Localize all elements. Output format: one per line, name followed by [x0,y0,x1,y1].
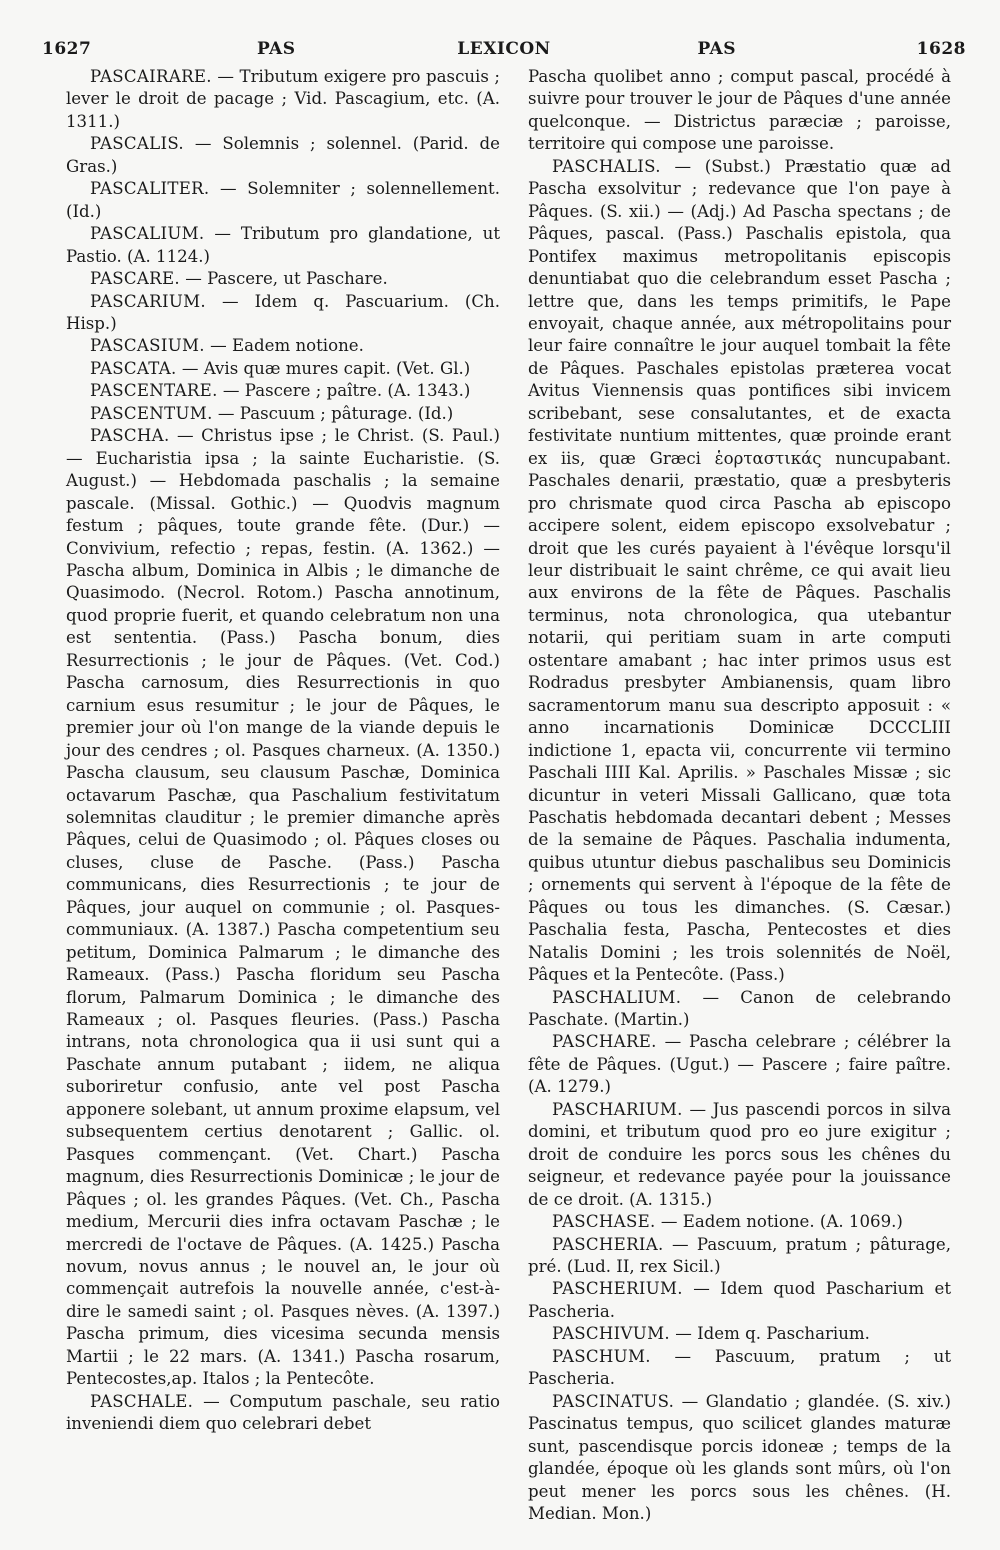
right-column [528,66,951,1525]
entry-headword: PASCALIUM. [90,224,205,244]
entry-body: — Pascuum ; pâturage. (Id.) [212,403,454,423]
entry-headword: PASCHERIA. [552,1234,664,1254]
running-title: LEXICON [457,39,551,59]
entry [528,1391,951,1526]
entry-body: — Pascha celebrare ; célébrer la fête de Pâques. (Ugut.) — Pascere ; faire paître. (A. 1279.) [528,1032,951,1097]
entry-body: — Tributum exigere pro pascuis ; lever le droit de pacage ; Vid. Pascagium, etc. (A. 1311.) [66,67,500,131]
entry-headword: PASCHUM. [552,1346,651,1366]
entry [528,1346,951,1391]
entry-body: — Idem quod Pascharium et Pascheria. [528,1279,951,1321]
running-header [42,34,966,64]
entry-headword: PASCENTUM. [90,403,213,423]
entry-body: — Jus pascendi porcos in silva domini, et tributum quod pro eo jure exigitur ; droit de conduire les porcs sous les chênes du seigneur, et redevance payée pour la jouissance de ce droit. (A. 1315.) [528,1099,951,1209]
right-running-word: PAS [697,39,736,59]
entry-headword: PASCHALE. [90,1391,194,1411]
left-page-number: 1627 [42,39,92,59]
entry-headword: PASCHARIUM. [552,1099,683,1119]
entry-body: — Pascere ; paître. (A. 1343.) [217,381,471,401]
entry-body: — Solemnis ; solennel. (Parid. de Gras.) [66,134,500,176]
entry [66,66,500,133]
entry-headword: PASCALITER. [90,179,210,199]
entry-body: — Eadem notione. (A. 1069.) [655,1212,903,1232]
entry-body: — Christus ipse ; le Christ. (S. Paul.) — Eucharistia ipsa ; la sainte Eucharistie. (S. August.) — Hebdomada paschalis ; la semaine pascale. (Missal. Gothic.) — Quodvis magnum festum ; pâques, toute grande fête. (Dur.) — Convivium, refectio ; repas, festin. (A. 1362.) — Pascha album, Dominica in Albis ; le dimanche de Quasimodo. (Necrol. Rotom.) Pascha annotinum, quod proprie fuerit, et quando celebratum non una est sententia. (Pass.) Pascha bonum, dies Resurrectionis ; le jour de Pâques. (Vet. Cod.) Pascha carnosum, dies Resurrectionis in quo carnium esus resumitur ; le jour de Pâques, le premier jour où l'on mange de la viande depuis le jour des cendres ; ol. Pasques charneux. (A. 1350.) Pascha clausum, seu clausum Paschæ, Dominica octavarum Paschæ, qua Paschalium festivitatum solemnitas clauditur ; le premier dimanche après Pâques, celui de Quasimodo ; ol. Pâques closes ou cluses, cluse de Pasche. (Pass.) Pascha communicans, dies Resurrectionis ; te jour de Pâques, jour auquel on communie ; ol. Pasques-communiaux. (A. 1387.) Pascha competentium seu petitum, Dominica Palmarum ; le dimanche des Rameaux. (Pass.) Pascha floridum seu Pascha florum, Palmarum Dominica ; le dimanche des Rameaux ; ol. Pasques fleuries. (Pass.) Pascha intrans, nota chronologica qua ii usi sunt qui a Paschate annum putabant ; iidem, ne aliqua suboriretur confusio, ante vel post Pascha apponere solebant, ut annum proxime elapsum, vel subsequentem certius denotarent ; Gallic. ol. Pasques commençant. (Vet. Chart.) Pascha magnum, dies Resurrectionis Dominicæ ; le jour de Pâques ; ol. les grandes Pâques. (Vet. Ch., Pascha medium, Mercurii dies infra octavam Paschæ ; le mercredi de l'octave de Pâques. (A. 1425.) Pascha novum, novus annus ; le nouvel an, le jour où commençait autrefois la nouvelle année, c'est-à-dire le samedi saint ; ol. Pasques nèves. (A. 1397.) Pascha primum, dies vicesima secunda mensis Martii ; le 22 mars. (A. 1341.) Pascha rosarum, Pentecostes,ap. Italos ; la Pentecôte. [66,426,500,1389]
entry [66,335,500,357]
entry-headword: PASCATA. [90,358,177,378]
entry [528,1234,951,1279]
entry-body: Pascha quolibet anno ; comput pascal, procédé à suivre pour trouver le jour de Pâques d'une année quelconque. — Districtus paræciæ ; paroisse, territoire qui compose une paroisse. [528,67,951,154]
entry [66,380,500,402]
entry-body: — Canon de celebrando Paschate. (Martin.) [528,987,951,1030]
entry-headword: PASCARE. [90,269,180,289]
entry-body: — Avis quæ mures capit. (Vet. Gl.) [176,358,471,378]
entry-body: — Computum paschale, seu ratio inveniendi diem quo celebrari debet [66,1391,500,1434]
entry [528,1278,951,1323]
entry-body: — Pascere, ut Paschare. [179,269,388,289]
entry-body: — Solemniter ; solennellement. (Id.) [66,179,500,221]
entry-headword: PASCHARE. [552,1032,657,1052]
entry-body: — (Subst.) Præstatio quæ ad Pascha exsolvitur ; redevance que l'on paye à Pâques. (S. xii.) — (Adj.) Ad Pascha spectans ; de Pâques, pascal. (Pass.) Paschalis epistola, qua Pontifex maximus metropolitanis episcopis denuntiabat quo die celebrandum esset Pascha ; lettre que, dans les temps primitifs, le Pape envoyait, chaque année, aux métropolitains pour leur faire connaître le jour auquel tombait la fête de Pâques. Paschales epistolas præterea vocat Avitus Viennensis quas pontifices sibi invicem scribebant, sese consalutantes, et de exacta festivitate nuntium mittentes, quæ proinde erant ex iis, quæ Græci ἑορταστικάς nuncupabant. Paschales denarii, præstatio, quæ a presbyteris pro chrismate quod circa Pascha ab episcopo accipere solent, eidem episcopo exsolvebatur ; droit que les curés payaient à l'évêque lorsqu'il leur distribuait le saint chrême, ce qui avait lieu aux environs de la fête de Pâques. Paschalis terminus, nota chronologica, qua utebantur notarii, qui peritiam suam in arte computi ostentare amabant ; hac inter primos usus est Rodradus presbyter Ambianensis, quam libro sacramentorum manu sua descripto apposuit : « anno incarnationis Dominicæ DCCCLIII indictione 1, epacta vii, concurrente vii termino Paschali IIII Kal. Aprilis. » Paschales Missæ ; sic dicuntur in veteri Missali Gallicano, quæ tota Paschatis hebdomada decantari debent ; Messes de la semaine de Pâques. Paschalia indumenta, quibus utuntur diebus paschalibus seu Dominicis ; ornements qui servent à l'époque de la fête de Pâques ou tous les dimanches. (S. Cæsar.) Paschalia festa, Pascha, Pentecostes et dies Natalis Domini ; les trois solennités de Noël, Pâques et la Pentecôte. (Pass.) [528,156,951,985]
entry [528,1211,951,1233]
entry [66,358,500,380]
left-column [66,66,500,1436]
entry-headword: PASCASIUM. [90,336,205,356]
entry-headword: PASCALIS. [90,134,184,154]
entry [66,223,500,268]
entry [528,987,951,1032]
entry-body: — Pascuum, pratum ; ut Pascheria. [528,1346,951,1389]
entry [528,156,951,987]
entry-headword: PASCINATUS. [552,1391,675,1411]
entry-body: — Idem q. Pascharium. [669,1324,870,1344]
entry-headword: PASCHERIUM. [552,1279,683,1299]
entry-headword: PASCHALIUM. [552,987,682,1007]
entry-body: — Glandatio ; glandée. (S. xiv.) Pascinatus tempus, quo scilicet glandes maturæ sunt, pascendisque porcis idoneæ ; temps de la glandée, époque où les glands sont mûrs, où l'on peut mener les porcs sous les chênes. (H. Median. Mon.) [528,1391,951,1523]
entry [66,133,500,178]
entry-continuation [528,66,951,156]
entry [66,1391,500,1436]
entry-body: — Pascuum, pratum ; pâturage, pré. (Lud. II, rex Sicil.) [528,1234,951,1277]
entry [528,1099,951,1211]
entry-headword: PASCARIUM. [90,291,206,311]
entry-body: — Eadem notione. [204,336,364,356]
entry-body: — Tributum pro glandatione, ut Pastio. (A. 1124.) [66,224,500,266]
left-running-word: PAS [257,39,296,59]
entry-headword: PASCHALIS. [552,156,661,176]
entry [528,1031,951,1098]
entry [66,291,500,336]
entry [528,1323,951,1345]
right-page-number: 1628 [916,39,966,59]
entry-headword: PASCHA. [90,426,170,446]
entry [66,268,500,290]
entry-headword: PASCENTARE. [90,381,218,401]
entry [66,403,500,425]
entry-headword: PASCHASE. [552,1212,656,1232]
entry [66,425,500,1390]
entry-body: — Idem q. Pascuarium. (Ch. Hisp.) [66,291,500,333]
entry [66,178,500,223]
entry-headword: PASCAIRARE. [90,67,212,86]
entry-headword: PASCHIVUM. [552,1324,670,1344]
